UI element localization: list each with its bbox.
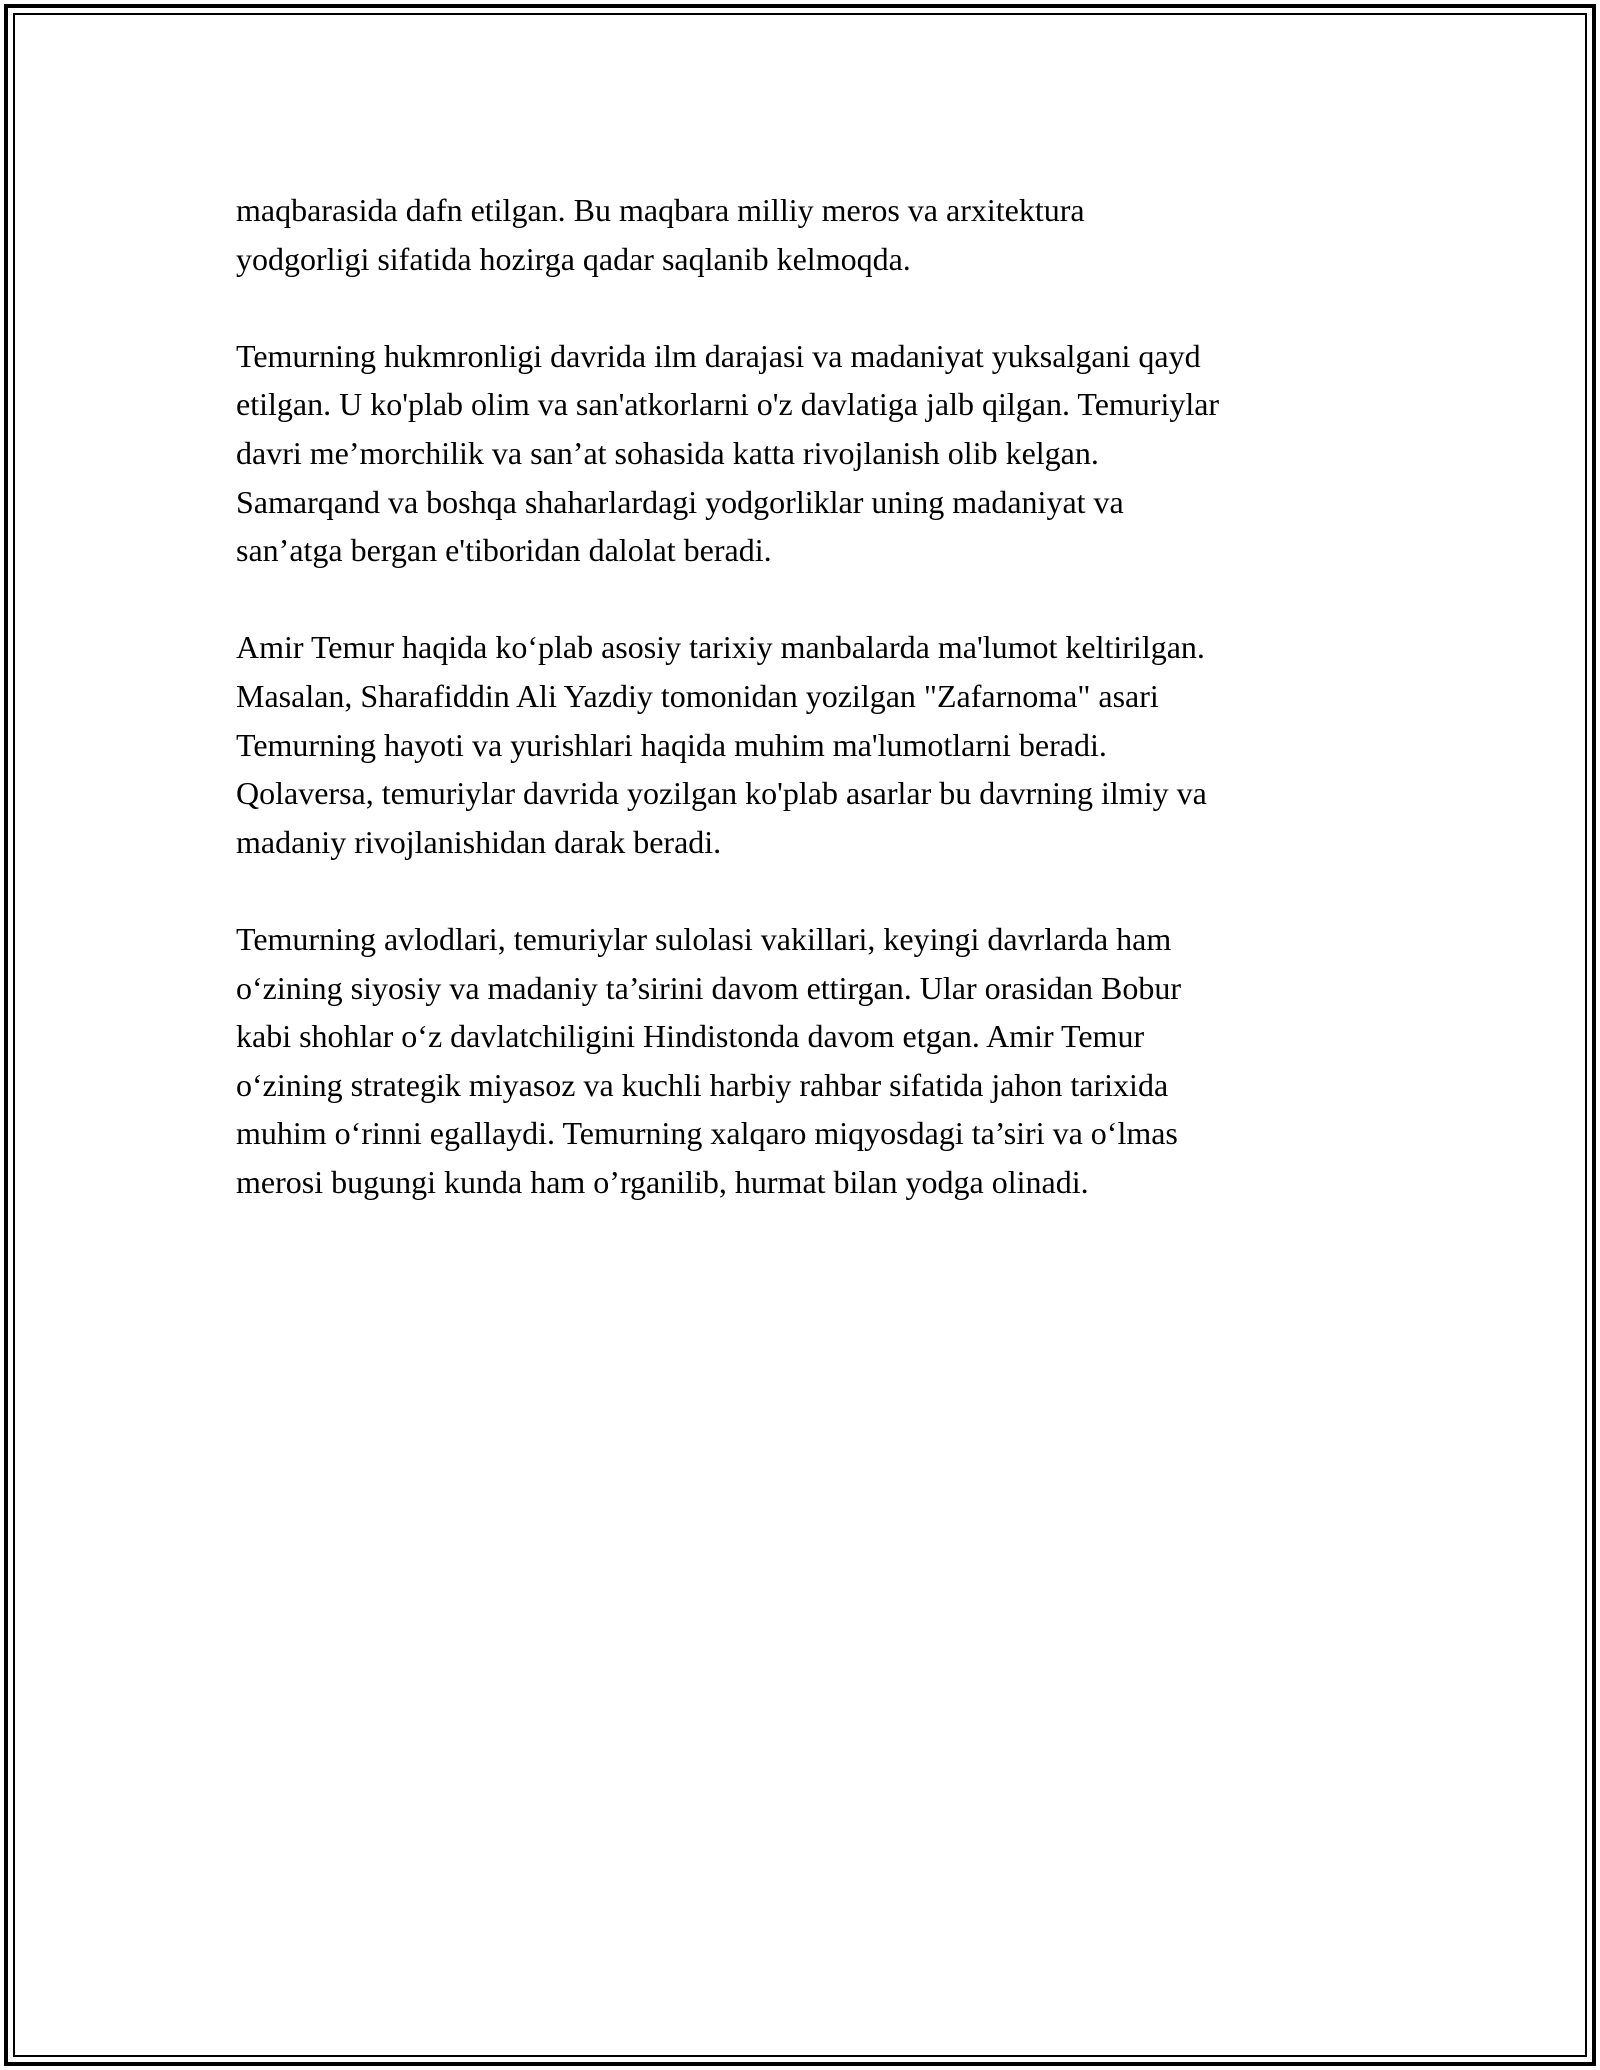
paragraph-3 bbox=[236, 623, 1376, 866]
paragraph-line: o‘zining siyosiy va madaniy ta’sirini davom ettirgan. Ular orasidan Bobur bbox=[236, 969, 1181, 1006]
paragraph-line: o‘zining strategik miyasoz va kuchli harbiy rahbar sifatida jahon tarixida bbox=[236, 1066, 1169, 1103]
paragraph-line: muhim o‘rinni egallaydi. Temurning xalqaro miqyosdagi ta’siri va o‘lmas bbox=[236, 1115, 1178, 1152]
paragraph-1 bbox=[236, 186, 1376, 283]
paragraph-line: Amir Temur haqida ko‘plab asosiy tarixiy manbalarda ma'lumot keltirilgan. bbox=[236, 629, 1205, 666]
paragraph-line: Temurning avlodlari, temuriylar sulolasi vakillari, keyingi davrlarda ham bbox=[236, 920, 1172, 957]
paragraph-4 bbox=[236, 915, 1376, 1207]
paragraph-line: Qolaversa, temuriylar davrida yozilgan ko'plab asarlar bu davrning ilmiy va bbox=[236, 775, 1207, 812]
paragraph-line: Masalan, Sharafiddin Ali Yazdiy tomonidan yozilgan "Zafarnoma" asari bbox=[236, 677, 1159, 714]
paragraph-line: san’atga bergan e'tiboridan dalolat beradi. bbox=[236, 532, 772, 569]
paragraph-line: yodgorligi sifatida hozirga qadar saqlanib kelmoqda. bbox=[236, 240, 911, 277]
paragraph-line: Temurning hukmronligi davrida ilm darajasi va madaniyat yuksalgani qayd bbox=[236, 337, 1201, 374]
paragraph-line: madaniy rivojlanishidan darak beradi. bbox=[236, 823, 722, 860]
paragraph-line: kabi shohlar o‘z davlatchiligini Hindistonda davom etgan. Amir Temur bbox=[236, 1018, 1145, 1055]
paragraph-line: etilgan. U ko'plab olim va san'atkorlarni o'z davlatiga jalb qilgan. Temuriylar bbox=[236, 386, 1220, 423]
paragraph-line: Temurning hayoti va yurishlari haqida muhim ma'lumotlarni beradi. bbox=[236, 726, 1107, 763]
paragraph-line: davri me’morchilik va san’at sohasida katta rivojlanish olib kelgan. bbox=[236, 434, 1099, 471]
document-body bbox=[236, 186, 1376, 1206]
paragraph-line: Samarqand va boshqa shaharlardagi yodgorliklar uning madaniyat va bbox=[236, 483, 1124, 520]
paragraph-line: merosi bugungi kunda ham o’rganilib, hurmat bilan yodga olinadi. bbox=[236, 1163, 1089, 1200]
paragraph-2 bbox=[236, 332, 1376, 575]
paragraph-line: maqbarasida dafn etilgan. Bu maqbara milliy meros va arxitektura bbox=[236, 192, 1085, 228]
